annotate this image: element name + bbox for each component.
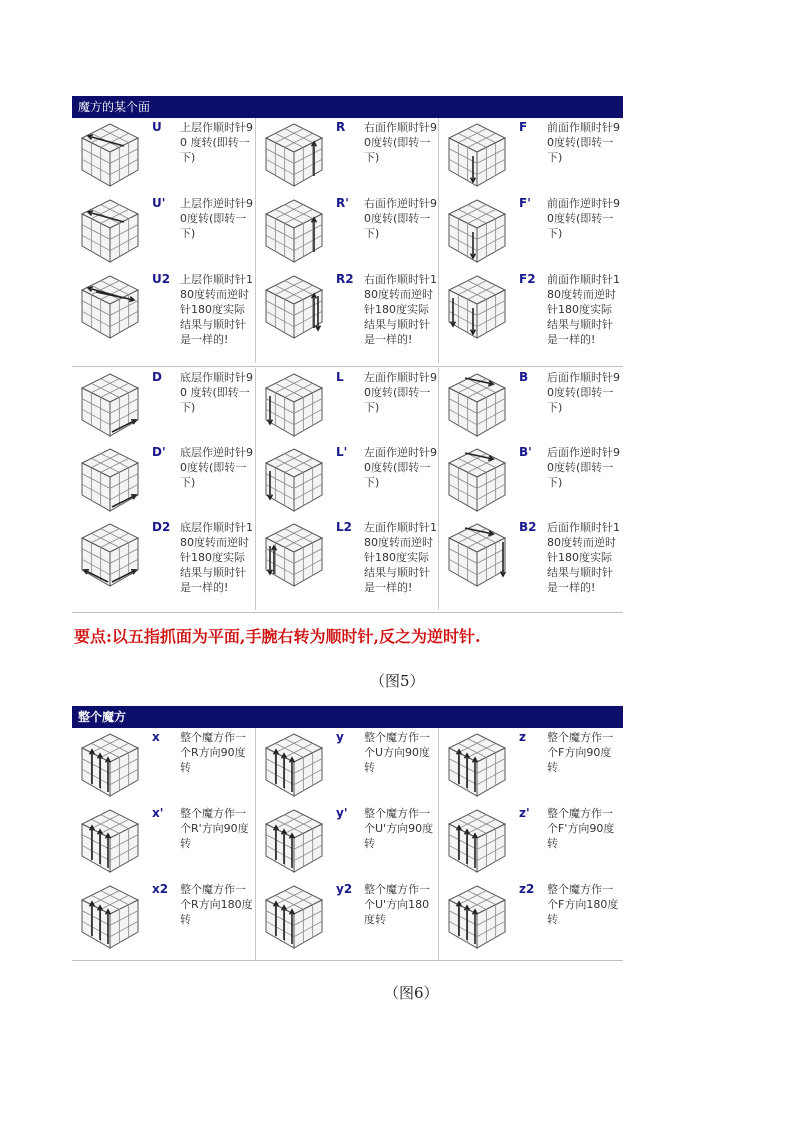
move-cell xyxy=(72,194,255,270)
move-description: 前面作顺时针90度转(即转一下) xyxy=(547,121,620,164)
move-cell xyxy=(256,443,438,518)
panel-single-face-title: 魔方的某个面 xyxy=(72,96,623,118)
cube-diagram-icon xyxy=(78,445,142,519)
cube-diagram-icon xyxy=(262,272,326,346)
move-description: 整个魔方作一个R方向180度转 xyxy=(180,883,253,926)
keypoint-note: 要点:以五指抓面为平面,手腕右转为顺时针,反之为逆时针. xyxy=(74,627,481,646)
move-notation: U2 xyxy=(152,272,171,286)
move-notation: L2 xyxy=(336,520,352,534)
cube-diagram-icon xyxy=(78,882,142,956)
cube-diagram-icon xyxy=(78,806,142,880)
move-column xyxy=(72,368,255,610)
cube-diagram-icon xyxy=(262,730,326,804)
move-notation: D xyxy=(152,370,162,384)
move-description: 左面作顺时针180度转而逆时针180度实际结果与顺时针是一样的! xyxy=(364,521,437,594)
panel-whole-cube-title: 整个魔方 xyxy=(72,706,623,728)
figure-caption-6: （图6） xyxy=(384,984,439,1002)
panel-single-face-lower xyxy=(72,368,623,610)
move-cell xyxy=(439,443,623,518)
move-description: 前面作逆时针90度转(即转一下) xyxy=(547,197,620,240)
panel-single-face xyxy=(72,96,623,363)
move-description: 整个魔方作一个F方向180度转 xyxy=(547,883,619,926)
cube-diagram-icon xyxy=(445,445,509,519)
move-notation: U xyxy=(152,120,162,134)
move-notation: x xyxy=(152,730,160,744)
cube-diagram-icon xyxy=(78,370,142,444)
figure-caption-5: （图5） xyxy=(370,672,425,690)
move-description: 上层作逆时针90度转(即转一下) xyxy=(180,197,253,240)
move-cell xyxy=(72,118,255,194)
move-cell xyxy=(439,368,623,443)
move-notation: D2 xyxy=(152,520,171,534)
move-notation: z xyxy=(519,730,526,744)
cube-diagram-icon xyxy=(445,196,509,270)
cube-diagram-icon xyxy=(445,882,509,956)
move-column xyxy=(72,728,255,960)
move-description: 前面作顺时针180度转而逆时针180度实际结果与顺时针是一样的! xyxy=(547,273,620,346)
move-description: 左面作逆时针90度转(即转一下) xyxy=(364,446,437,489)
cube-diagram-icon xyxy=(262,370,326,444)
move-cell xyxy=(72,518,255,608)
cube-diagram-icon xyxy=(78,196,142,270)
move-notation: x2 xyxy=(152,882,169,896)
cube-diagram-icon xyxy=(78,520,142,594)
move-notation: B xyxy=(519,370,529,384)
move-cell xyxy=(256,368,438,443)
move-column xyxy=(255,728,438,960)
move-notation: y xyxy=(336,730,344,744)
move-description: 后面作逆时针90度转(即转一下) xyxy=(547,446,620,489)
move-notation: F xyxy=(519,120,528,134)
move-description: 整个魔方作一个F'方向90度转 xyxy=(547,807,615,850)
section-divider-whole xyxy=(72,960,623,961)
move-description: 整个魔方作一个U'方向90度转 xyxy=(364,807,434,850)
move-description: 上层作顺时针90 度转(即转一下) xyxy=(180,121,253,164)
move-notation: R2 xyxy=(336,272,354,286)
cube-diagram-icon xyxy=(262,445,326,519)
move-description: 整个魔方作一个R'方向90度转 xyxy=(180,807,249,850)
move-notation: B2 xyxy=(519,520,537,534)
move-cell xyxy=(256,194,438,270)
cube-diagram-icon xyxy=(78,272,142,346)
move-description: 上层作顺时针180度转而逆时针180度实际结果与顺时针是一样的! xyxy=(180,273,253,346)
move-description: 整个魔方作一个U方向90度转 xyxy=(364,731,431,774)
move-cell xyxy=(72,270,255,360)
move-cell xyxy=(72,368,255,443)
move-column xyxy=(255,118,438,363)
single-face-bottom-grid xyxy=(72,368,623,610)
move-cell xyxy=(72,880,255,956)
move-cell xyxy=(439,270,623,360)
move-description: 右面作顺时针180度转而逆时针180度实际结果与顺时针是一样的! xyxy=(364,273,437,346)
move-column xyxy=(72,118,255,363)
move-notation: R' xyxy=(336,196,349,210)
move-column xyxy=(438,728,623,960)
cube-diagram-icon xyxy=(262,120,326,194)
move-column xyxy=(255,368,438,610)
cube-diagram-icon xyxy=(445,120,509,194)
move-notation: D' xyxy=(152,445,166,459)
move-cell xyxy=(439,880,623,956)
move-description: 整个魔方作一个U'方向180度转 xyxy=(364,883,430,926)
move-description: 底层作顺时针180度转而逆时针180度实际结果与顺时针是一样的! xyxy=(180,521,253,594)
move-description: 整个魔方作一个R方向90度转 xyxy=(180,731,246,774)
cube-diagram-icon xyxy=(262,882,326,956)
section-divider xyxy=(72,366,623,367)
section-divider-bottom xyxy=(72,612,623,613)
cube-diagram-icon xyxy=(445,520,509,594)
move-notation: F' xyxy=(519,196,531,210)
move-cell xyxy=(439,518,623,608)
cube-diagram-icon xyxy=(445,370,509,444)
move-description: 整个魔方作一个F方向90度转 xyxy=(547,731,613,774)
move-notation: z2 xyxy=(519,882,535,896)
move-notation: U' xyxy=(152,196,166,210)
move-cell xyxy=(256,270,438,360)
move-cell xyxy=(439,728,623,804)
move-description: 左面作顺时针90度转(即转一下) xyxy=(364,371,437,414)
move-notation: x' xyxy=(152,806,164,820)
move-column xyxy=(438,368,623,610)
move-cell xyxy=(256,880,438,956)
move-notation: z' xyxy=(519,806,530,820)
move-notation: B' xyxy=(519,445,532,459)
single-face-top-grid xyxy=(72,118,623,363)
move-cell xyxy=(439,194,623,270)
move-notation: y2 xyxy=(336,882,353,896)
cube-diagram-icon xyxy=(445,730,509,804)
cube-diagram-icon xyxy=(445,272,509,346)
whole-cube-grid xyxy=(72,728,623,960)
move-notation: F2 xyxy=(519,272,536,286)
move-description: 底层作顺时针90 度转(即转一下) xyxy=(180,371,253,414)
move-cell xyxy=(256,118,438,194)
move-cell xyxy=(72,728,255,804)
move-description: 右面作逆时针90度转(即转一下) xyxy=(364,197,437,240)
move-description: 右面作顺时针90度转(即转一下) xyxy=(364,121,437,164)
move-notation: y' xyxy=(336,806,348,820)
move-cell xyxy=(72,443,255,518)
move-notation: L xyxy=(336,370,344,384)
move-column xyxy=(438,118,623,363)
cube-diagram-icon xyxy=(78,120,142,194)
move-notation: L' xyxy=(336,445,348,459)
move-cell xyxy=(256,728,438,804)
move-cell xyxy=(439,804,623,880)
move-description: 底层作逆时针90度转(即转一下) xyxy=(180,446,253,489)
move-cell xyxy=(256,518,438,608)
move-description: 后面作顺时针180度转而逆时针180度实际结果与顺时针是一样的! xyxy=(547,521,620,594)
move-description: 后面作顺时针90度转(即转一下) xyxy=(547,371,620,414)
move-cell xyxy=(439,118,623,194)
move-notation: R xyxy=(336,120,346,134)
move-cell xyxy=(72,804,255,880)
cube-diagram-icon xyxy=(262,520,326,594)
move-cell xyxy=(256,804,438,880)
cube-diagram-icon xyxy=(262,196,326,270)
cube-diagram-icon xyxy=(445,806,509,880)
cube-diagram-icon xyxy=(78,730,142,804)
panel-whole-cube xyxy=(72,706,623,960)
cube-diagram-icon xyxy=(262,806,326,880)
